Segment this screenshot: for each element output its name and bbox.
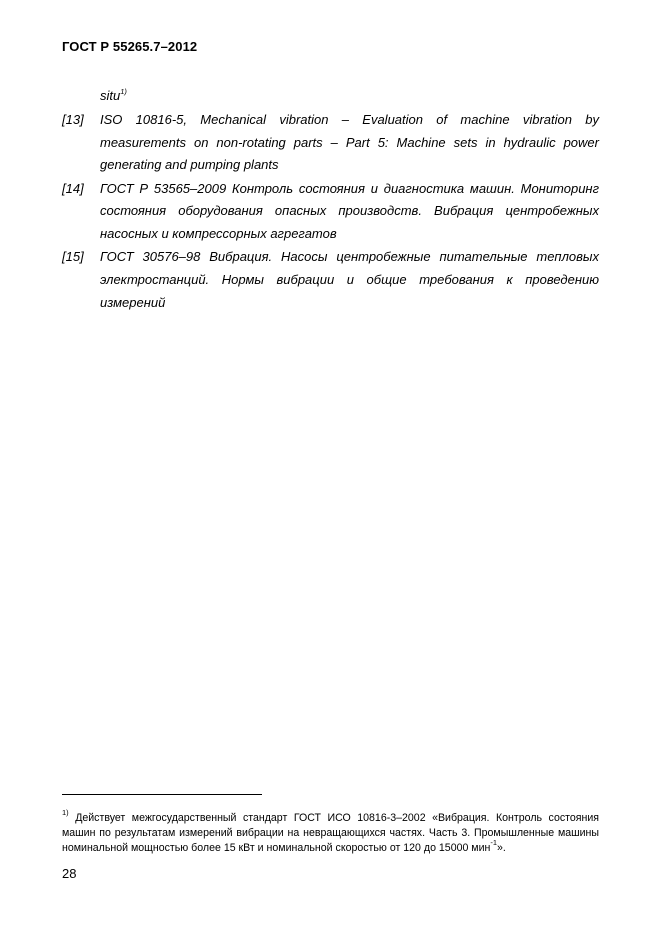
footnote [62, 808, 599, 856]
reference-number: [13] [62, 112, 84, 127]
footnote-text: Действует межгосударственный стандарт ГОСТ ИСО 10816-3–2002 «Вибрация. Контроль состояния машин по результатам измерений вибрации на невращающихся частях. Часть 3. Промышленные машины номинальной мощностью более 15 кВт и номинальной скоростью от 120 до 15000 мин [62, 812, 599, 854]
continued-text: situ [100, 88, 121, 103]
reference-text: ISO 10816-5, Mechanical vibration – Evaluation of machine vibration by measurements on non-rotating parts – Part 5: Machine sets in hydraulic power generating and pumping plants [100, 112, 599, 173]
reference-list [62, 109, 599, 315]
footnote-text-end: ». [497, 842, 506, 854]
page-number: 28 [62, 866, 77, 881]
footnote-mark: 1) [62, 808, 69, 817]
footnote-separator [62, 794, 262, 795]
footnote-exponent: -1 [490, 838, 498, 847]
reference-text: ГОСТ Р 53565–2009 Контроль состояния и диагностика машин. Мониторинг состояния оборудования опасных производств. Вибрация центробежных насосных и компрессорных агрегатов [100, 180, 599, 242]
reference-item-15 [62, 246, 599, 314]
reference-item-13 [62, 109, 599, 177]
reference-number: [15] [62, 249, 84, 265]
footnote-marker: 1) [120, 87, 127, 96]
reference-text: ГОСТ 30576–98 Вибрация. Насосы центробежные питательные тепловых электростанций. Нормы вибрации и общие требования к проведению измерений [100, 249, 599, 310]
reference-item-14 [62, 178, 599, 246]
reference-number: [14] [62, 180, 84, 196]
continued-reference-text [100, 86, 127, 105]
document-header: ГОСТ Р 55265.7–2012 [62, 39, 198, 54]
